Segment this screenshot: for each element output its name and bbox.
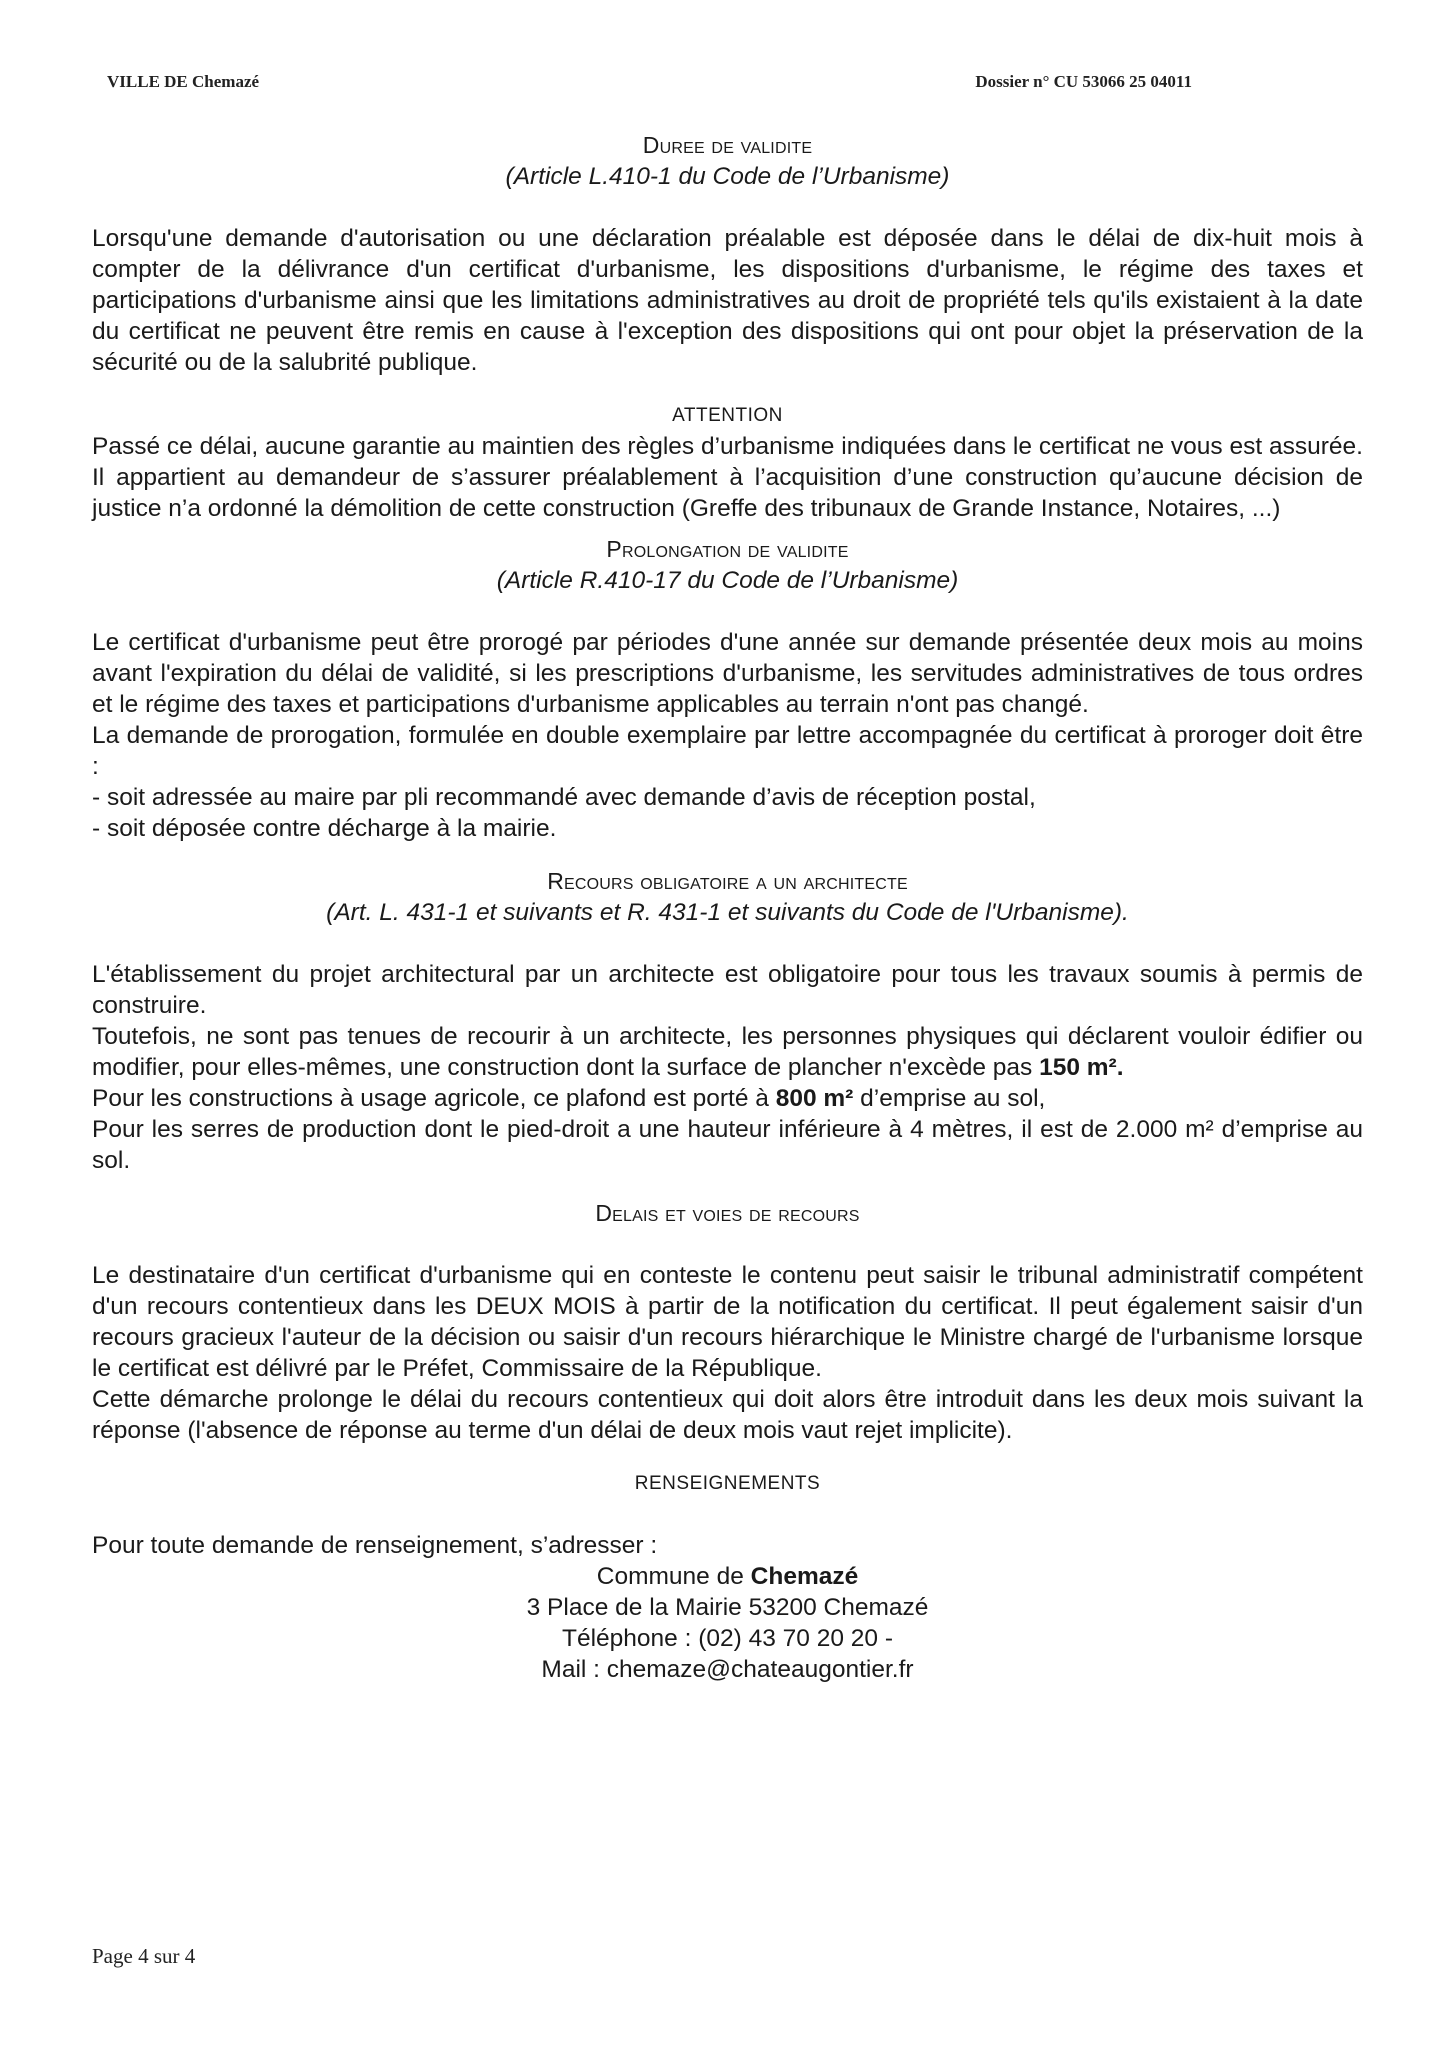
section-subtitle-article-l431-1: (Art. L. 431-1 et suivants et R. 431-1 et suivants du Code de l'Urbanisme).: [326, 899, 1129, 926]
contact-phone: Téléphone : (02) 43 70 20 20 -: [562, 1625, 893, 1652]
commune-prefix: Commune de: [596, 1563, 751, 1590]
section-title-attention: ATTENTION: [672, 405, 783, 426]
contact-mail: Mail : chemaze@chateaugontier.fr: [541, 1656, 914, 1683]
document-body: [92, 130, 1363, 1685]
paragraph-recours-contentieux: Le destinataire d'un certificat d'urbanisme qui en conteste le contenu peut saisir le tribunal administratif compétent d'un recours contentieux dans les DEUX MOIS à partir de la notification du certificat. Il peut également saisir d'un recours gracieux l'auteur de la décision ou saisir d'un recours hiérarchique le Ministre chargé de l'urbanisme lorsque le certificat est délivré par le Préfet, Commissaire de la République.: [92, 1262, 1363, 1382]
exception-text: Toutefois, ne sont pas tenues de recourir à un architecte, les personnes physiques qui déclarent vouloir édifier ou modifier, pour elles-mêmes, une construction dont la surface de plancher n'excède pas: [92, 1023, 1363, 1081]
paragraph-renseignement-intro: Pour toute demande de renseignement, s’adresser :: [92, 1532, 658, 1559]
contact-commune: [92, 1561, 1363, 1592]
section-title-prolongation: Prolongation de validite: [606, 536, 849, 562]
section-title-recours-architecte: Recours obligatoire a un architecte: [547, 868, 908, 894]
list-item-lettre-recommandee: - soit adressée au maire par pli recommandé avec demande d’avis de réception postal,: [92, 784, 1036, 811]
header-commune: VILLE DE Chemazé: [107, 72, 260, 91]
paragraph-architecte-obligatoire: L'établissement du projet architectural par un architecte est obligatoire pour tous les travaux soumis à permis de construire.: [92, 961, 1363, 1019]
paragraph-duree-validite: Lorsqu'une demande d'autorisation ou une déclaration préalable est déposée dans le délai de dix-huit mois à compter de la délivrance d'un certificat d'urbanisme, les dispositions d'urbanisme, le régime des taxes et participations d'urbanisme ainsi que les limitations administratives au droit de propriété tels qu'ils existaient à la date du certificat ne peuvent être remis en cause à l'exception des dispositions qui ont pour objet la préservation de la sécurité ou de la salubrité publique.: [92, 225, 1363, 376]
agricole-text-end: d’emprise au sol,: [853, 1085, 1046, 1112]
section-subtitle-article-l410-1: (Article L.410-1 du Code de l’Urbanisme): [505, 163, 950, 190]
commune-name: Chemazé: [750, 1563, 859, 1590]
page-number: Page 4 sur 4: [92, 1944, 196, 1968]
section-title-delais-recours: Delais et voies de recours: [595, 1200, 860, 1226]
paragraph-demande-prorogation: La demande de prorogation, formulée en double exemplaire par lettre accompagnée du certificat à proroger doit être :: [92, 722, 1363, 780]
list-item-depot-mairie: - soit déposée contre décharge à la mairie.: [92, 815, 557, 842]
paragraph-attention: Passé ce délai, aucune garantie au maintien des règles d’urbanisme indiquées dans le certificat ne vous est assurée. Il appartient au demandeur de s’assurer préalablement à l’acquisition d’une construction qu’aucune décision de justice n’a ordonné la démolition de cette construction (Greffe des tribunaux de Grande Instance, Notaires, ...): [92, 433, 1363, 522]
agricole-text: Pour les constructions à usage agricole, ce plafond est porté à: [92, 1085, 776, 1112]
section-title-duree-validite: Duree de validite: [642, 132, 813, 158]
paragraph-demarche-prolonge: Cette démarche prolonge le délai du recours contentieux qui doit alors être introduit dans les deux mois suivant la réponse (l'absence de réponse au terme d'un délai de deux mois vaut rejet implicite).: [92, 1386, 1363, 1444]
paragraph-agricole-800m2: [92, 1083, 1363, 1114]
section-subtitle-article-r410-17: (Article R.410-17 du Code de l’Urbanisme): [496, 567, 959, 594]
contact-address: 3 Place de la Mairie 53200 Chemazé: [526, 1594, 929, 1621]
paragraph-exception-150m2: [92, 1021, 1363, 1083]
header-dossier-number: Dossier n° CU 53066 25 04011: [975, 72, 1192, 91]
section-title-renseignements: RENSEIGNEMENTS: [634, 1473, 821, 1494]
surface-150m2: 150 m².: [1039, 1054, 1124, 1081]
paragraph-serres: Pour les serres de production dont le pied-droit a une hauteur inférieure à 4 mètres, il est de 2.000 m² d’emprise au sol.: [92, 1116, 1363, 1174]
paragraph-prorogation: Le certificat d'urbanisme peut être prorogé par périodes d'une année sur demande présentée deux mois au moins avant l'expiration du délai de validité, si les prescriptions d'urbanisme, les servitudes administratives de tous ordres et le régime des taxes et participations d'urbanisme applicables au terrain n'ont pas changé.: [92, 629, 1363, 718]
surface-800m2: 800 m²: [775, 1085, 854, 1112]
